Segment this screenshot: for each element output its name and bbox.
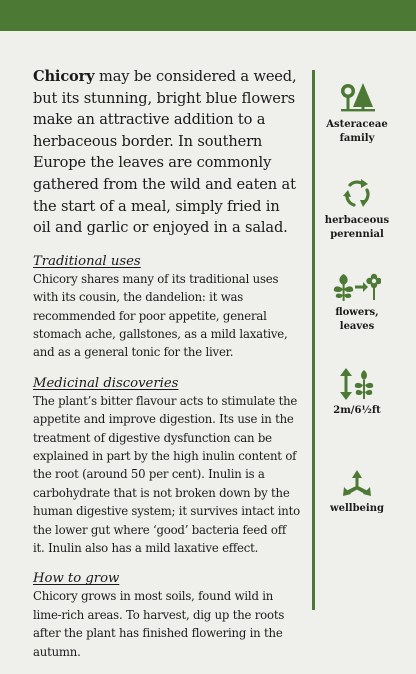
attribute-parts-used <box>322 272 392 334</box>
attribute-height <box>322 368 392 418</box>
intro-lead-word: Chicory <box>33 68 95 85</box>
section-text-traditional-uses: Chicory shares many of its traditional uses with its cousin, the dandelion: it was recommended for poor appetite, general stomach ache, gallstones, as a mild laxative, and as a general tonic for the liver. <box>33 271 288 360</box>
intro-paragraph <box>33 66 301 239</box>
intro-text: may be considered a weed, but its stunning, bright blue flowers make an attractive addition to a herbaceous border. In southern Europe the leaves are commonly gathered from the wild and eaten at the start of a meal, simply fried in oil and garlic or enjoyed in a salad. <box>33 68 297 237</box>
height-arrow-icon <box>338 368 376 400</box>
attribute-lifecycle <box>322 176 392 242</box>
section-text-how-to-grow: Chicory grows in most soils, found wild in lime-rich areas. To harvest, dig up the roots after the plant has finished flowering in the autumn. <box>33 589 285 659</box>
section-text-medicinal-discoveries: The plant’s bitter flavour acts to stimulate the appetite and improve digestion. Its use in the treatment of digestive dysfunction can be explained in part by the high inulin content of the root (around 50 per cent). Inulin is a carbohydrate that is not broken down by the human digestive system; it survives intact into the lower gut where ‘good’ bacteria feed off it. Inulin also has a mild laxative effect. <box>33 393 300 556</box>
wellbeing-arrows-icon <box>341 470 373 498</box>
attribute-label-height: 2m/6½ft <box>333 405 381 416</box>
leaf-flower-icon <box>333 272 381 302</box>
vertical-divider <box>312 70 315 610</box>
attribute-label-parts-used: flowers, leaves <box>335 307 379 332</box>
attribute-label-lifecycle: herbaceous perennial <box>324 215 390 240</box>
section-heading-how-to-grow: How to grow <box>33 571 120 587</box>
attribute-wellbeing <box>322 470 392 516</box>
top-color-bar <box>0 0 416 31</box>
attribute-label-family: Asteraceae family <box>326 119 388 144</box>
section-heading-traditional-uses: Traditional uses <box>33 253 141 269</box>
section-heading-medicinal-discoveries: Medicinal discoveries <box>33 375 179 391</box>
tree-icon <box>337 80 377 114</box>
main-text-column <box>33 66 301 674</box>
attribute-label-wellbeing: wellbeing <box>330 503 384 514</box>
recycle-arrows-icon <box>339 176 375 210</box>
attribute-family <box>322 80 392 146</box>
